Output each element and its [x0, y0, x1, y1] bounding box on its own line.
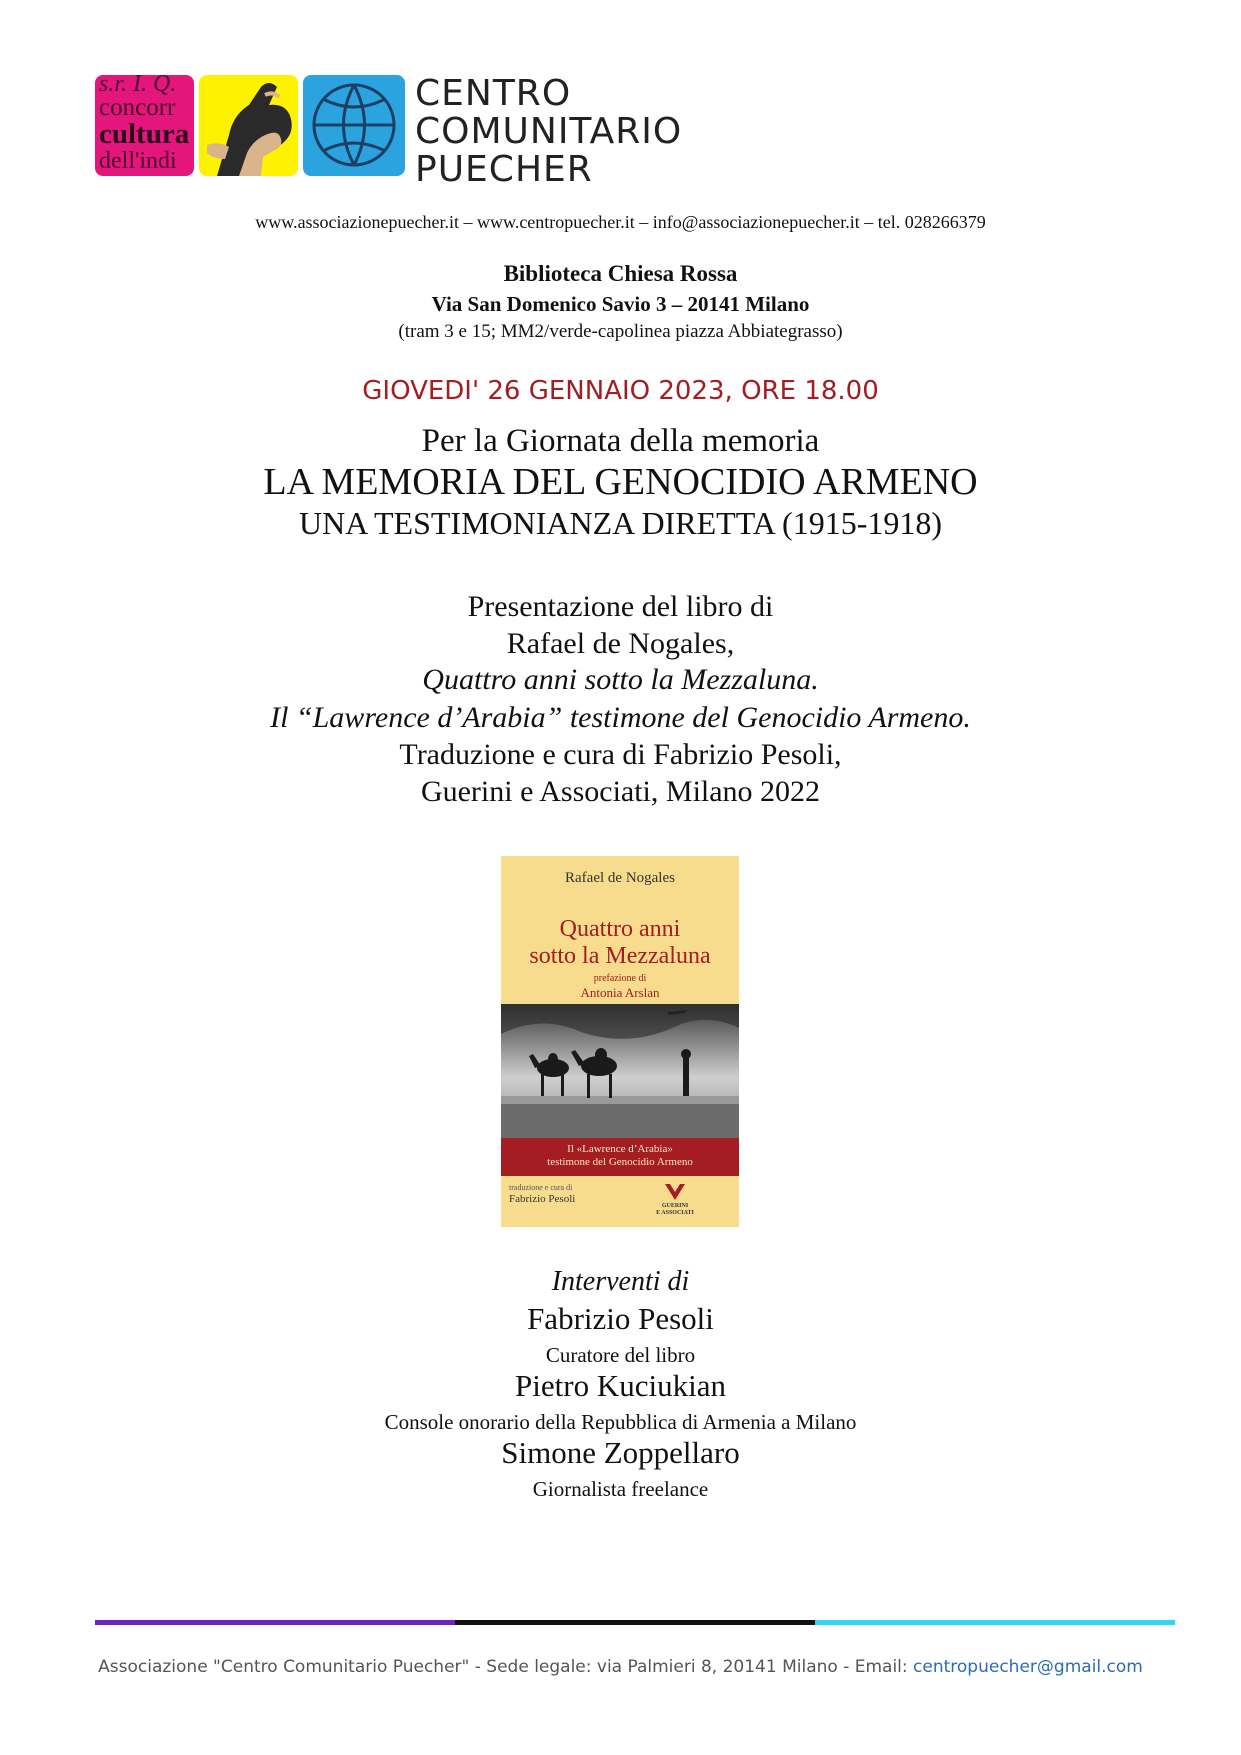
logo-line-2: COMUNITARIO: [415, 111, 683, 152]
cover-title: [501, 916, 739, 970]
cover-translator: Fabrizio Pesoli: [509, 1193, 576, 1205]
logo-wordmark: [415, 75, 682, 189]
event-date: GIOVEDI' 26 GENNAIO 2023, ORE 18.00: [362, 376, 879, 406]
cover-photo: [501, 1004, 739, 1138]
speaker-name: Simone Zoppellaro: [501, 1435, 740, 1470]
cover-author: Rafael de Nogales: [565, 870, 675, 886]
contacts-line: www.associazionepuecher.it – www.centropuecher.it – info@associazionepuecher.it – tel. 028266379: [255, 212, 986, 232]
event-title: LA MEMORIA DEL GENOCIDIO ARMENO: [263, 461, 978, 503]
tile-text-4: dell'indi: [99, 148, 177, 174]
cover-band-line-2: testimone del Genocidio Armeno: [547, 1156, 693, 1168]
event-occasion: Per la Giornata della memoria: [421, 423, 820, 459]
divider-segment-cyan: [815, 1620, 1175, 1625]
venue-name: Biblioteca Chiesa Rossa: [503, 261, 738, 286]
tile-text-1: s.r. I. Q.: [99, 75, 177, 97]
presentation-book-subtitle: Il “Lawrence d’Arabia” testimone del Genocidio Armeno.: [270, 701, 971, 734]
footer: [0, 1657, 1241, 1677]
tile-text-3: cultura: [99, 118, 190, 150]
presentation-intro: Presentazione del libro di: [467, 590, 774, 623]
speaker-role: Giornalista freelance: [532, 1477, 709, 1501]
cover-publisher-line-2: E ASSOCIATI: [656, 1210, 694, 1216]
cover-publisher: [649, 1203, 701, 1217]
logo-tile-ball: [303, 75, 405, 176]
venue-transport: (tram 3 e 15; MM2/verde-capolinea piazza Abbiategrasso): [398, 321, 843, 342]
header-logo: [95, 73, 715, 190]
footer-email-link[interactable]: centropuecher@gmail.com: [913, 1657, 1143, 1677]
logo-line-3: PUECHER: [415, 149, 593, 190]
cover-band: [501, 1138, 739, 1176]
logo-tile-magenta: [95, 75, 194, 176]
presentation-publisher: Guerini e Associati, Milano 2022: [420, 775, 821, 808]
cover-preface-label: prefazione di: [593, 973, 647, 984]
cover-band-text: [501, 1143, 739, 1169]
venue-address: Via San Domenico Savio 3 – 20141 Milano: [431, 292, 810, 316]
cover-band-line-1: Il «Lawrence d’Arabia»: [567, 1143, 673, 1155]
speakers-label: Interventi di: [551, 1266, 690, 1297]
divider-segment-purple: [95, 1620, 455, 1625]
footer-divider: [95, 1620, 1175, 1625]
cover-preface-name: Antonia Arslan: [580, 985, 660, 1000]
logo-tile-hands: [199, 75, 298, 176]
hands-icon: [199, 75, 298, 176]
tile-text-2: concorr: [99, 94, 176, 121]
basketball-icon: [303, 75, 405, 176]
cover-translation-label: traduzione e cura di: [509, 1183, 573, 1192]
cover-title-line-1: Quattro anni: [559, 916, 681, 942]
speaker-name: Pietro Kuciukian: [515, 1368, 726, 1403]
speaker-role: Console onorario della Repubblica di Armenia a Milano: [384, 1410, 857, 1434]
divider-segment-black: [455, 1620, 815, 1625]
logo-line-1: CENTRO: [415, 73, 572, 114]
speaker-name: Fabrizio Pesoli: [527, 1301, 714, 1336]
footer-address: Associazione "Centro Comunitario Puecher" - Sede legale: via Palmieri 8, 20141 Milano - Email:: [98, 1657, 914, 1677]
cover-publisher-line-1: GUERINI: [661, 1203, 689, 1209]
presentation-author: Rafael de Nogales,: [506, 627, 735, 660]
speaker-role: Curatore del libro: [545, 1343, 696, 1367]
event-subtitle: UNA TESTIMONIANZA DIRETTA (1915-1918): [298, 505, 942, 541]
presentation-translation: Traduzione e cura di Fabrizio Pesoli,: [399, 738, 842, 771]
presentation-book-title: Quattro anni sotto la Mezzaluna.: [422, 663, 819, 696]
book-cover: [501, 856, 739, 1227]
cover-title-line-2: sotto la Mezzaluna: [529, 943, 711, 969]
